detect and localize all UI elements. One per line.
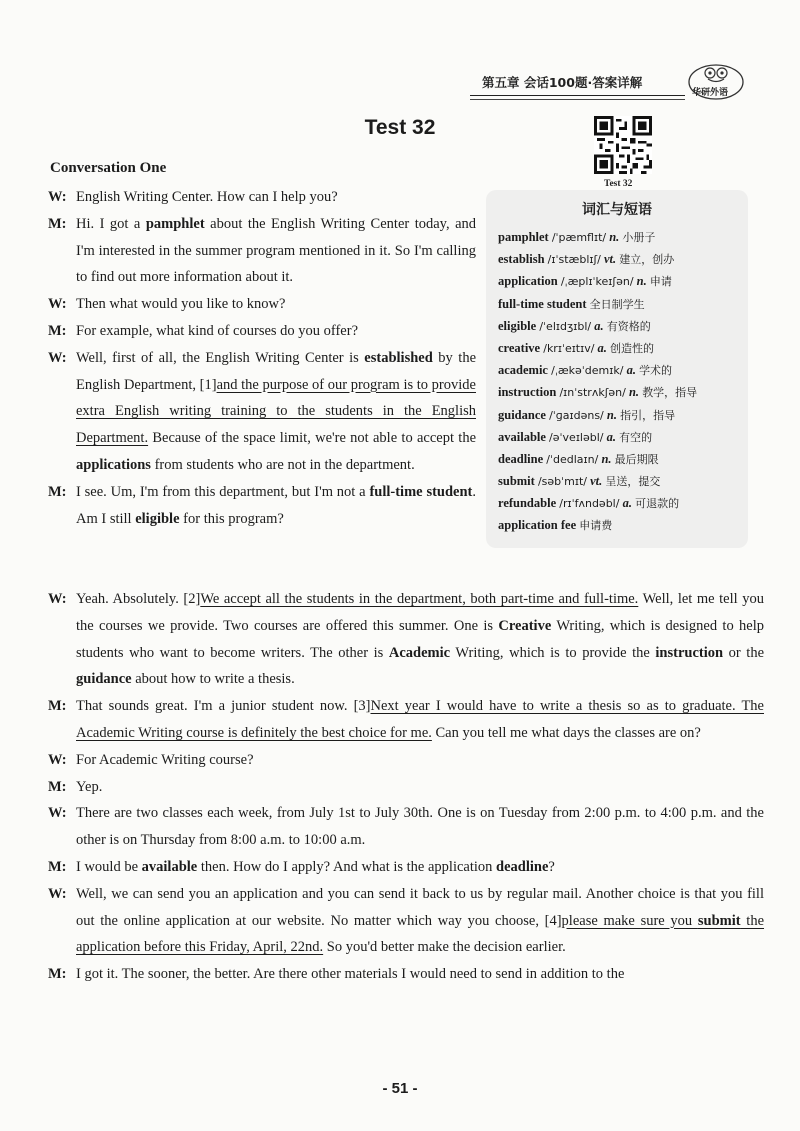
turn-text: Yep.	[76, 778, 103, 795]
vocab-phonetic: /ˌækəˈdemɪk/	[551, 364, 624, 378]
vocab-pos: n.	[628, 385, 640, 400]
speaker-label: W:	[48, 885, 67, 902]
speaker-label: W:	[48, 296, 67, 313]
vocab-item	[498, 404, 744, 426]
dialogue-turn	[48, 747, 764, 774]
publisher-logo-text: 华研外语	[692, 88, 729, 98]
turn-text: There are two classes each week, from July 1st to July 30th. One is on Tuesday from 2:00 p.m. to 4:00 p.m. and the other is on Thursday from 8:00 a.m. to 10:00 a.m.	[76, 805, 764, 849]
qr-label: Test 32	[604, 179, 633, 189]
vocab-item	[498, 226, 744, 248]
vocab-phonetic: /ˈelɪdʒɪbl/	[539, 319, 592, 333]
vocab-meaning: 有资格的	[606, 319, 651, 333]
vocab-pos: vt.	[590, 474, 603, 489]
turn-text: I got it. The sooner, the better. Are there other materials I would need to send in addition to the	[76, 966, 625, 983]
turn-text: Well, first of all, the English Writing Center is established by the English Department, [1]and the purpose of our program is to provide extra English writing training to the students in the English Department. Because of the space limit, we're not able to accept the applications from students who are not in the department.	[76, 349, 477, 473]
vocab-meaning: 申请	[649, 275, 672, 289]
vocab-term: available	[141, 858, 198, 875]
vocab-term: full-time student	[369, 483, 473, 500]
vocab-pos: a.	[594, 318, 604, 333]
speaker-label: M:	[48, 215, 67, 232]
dialogue-turn	[48, 693, 764, 747]
turn-text: English Writing Center. How can I help you?	[76, 189, 338, 205]
vocab-pos: n.	[636, 274, 647, 289]
dialogue-turn	[48, 345, 476, 479]
conversation-heading: Conversation One	[50, 160, 167, 176]
dialogue-turn	[48, 800, 764, 854]
vocab-pos: n.	[601, 451, 612, 466]
vocab-meaning: 呈送，提交	[605, 475, 661, 489]
vocab-pos: a.	[606, 429, 616, 444]
vocab-word: refundable	[498, 496, 557, 511]
answer-underline: and the purpose of our program is to provide extra English writing training to the students in the English Department.	[76, 376, 476, 447]
vocab-term: Creative	[498, 617, 552, 634]
turn-text: Yeah. Absolutely. [2]We accept all the students in the department, both part-time and full-time. Well, let me tell you the courses we provide. Two courses are offered this summer. One is Creative Writing, which is designed to help students who want to become writers. The other is Academic Writing, which is to provide the instruction or the guidance about how to write a thesis.	[76, 591, 765, 688]
vocab-term: guidance	[76, 671, 132, 688]
vocab-meaning: 小册子	[622, 231, 656, 244]
turn-text: For example, what kind of courses do you offer?	[76, 322, 359, 339]
turn-text: I see. Um, I'm from this department, but I'm not a full-time student. Am I still eligible for this program?	[76, 483, 476, 527]
answer-underline: Next year I would have to write a thesis so as to graduate. The Academic Writing course is definitely the best choice for me.	[76, 698, 764, 741]
vocab-word: submit	[498, 474, 535, 489]
header-rule-thin	[470, 99, 685, 100]
turn-text: Hi. I got a pamphlet about the English Writing Center today, and I'm interested in the summer program mentioned in it. So I'm calling to find out more information about it.	[76, 215, 476, 286]
speaker-label: M:	[48, 483, 67, 500]
dialogue-turn	[48, 881, 764, 961]
chapter-title: 第五章 会话100题·答案详解	[482, 75, 643, 90]
vocab-item	[498, 248, 744, 270]
vocab-phonetic: /səbˈmɪt/	[537, 475, 587, 489]
header-rule	[470, 95, 685, 96]
dialogue-turn	[48, 291, 476, 318]
vocab-term: submit	[697, 912, 741, 929]
vocab-meaning: 教学，指导	[642, 386, 698, 400]
vocab-term: deadline	[496, 858, 549, 875]
vocabulary-box	[486, 190, 748, 548]
vocab-word: full-time student	[498, 296, 587, 311]
vocab-phonetic: /rɪˈfʌndəbl/	[559, 497, 620, 511]
vocab-item	[498, 492, 744, 514]
vocab-word: application	[498, 274, 558, 289]
dialogue-turn	[48, 318, 476, 345]
dialogue-column-top	[48, 184, 476, 532]
vocab-item	[498, 270, 744, 292]
vocab-meaning: 申请费	[579, 519, 613, 533]
dialogue-turn	[48, 774, 764, 801]
vocab-word: pamphlet	[498, 230, 549, 244]
vocab-phonetic: /əˈveɪləbl/	[549, 430, 604, 444]
vocab-pos: a.	[622, 496, 632, 511]
speaker-label: M:	[48, 322, 67, 339]
vocab-word: academic	[498, 363, 548, 378]
vocab-word: instruction	[498, 385, 557, 400]
page-header	[470, 62, 760, 98]
vocab-phonetic: /ɪˈstæblɪʃ/	[547, 253, 601, 267]
vocab-item	[498, 381, 744, 403]
dialogue-turn	[48, 184, 476, 211]
speaker-label: M:	[48, 778, 67, 795]
vocab-item	[498, 359, 744, 381]
vocab-word: guidance	[498, 407, 546, 422]
vocab-word: application fee	[498, 518, 577, 533]
vocab-pos: a.	[626, 363, 636, 378]
vocab-item	[498, 293, 744, 315]
vocab-word: deadline	[498, 451, 544, 466]
vocab-term: pamphlet	[145, 215, 205, 232]
turn-text: I would be available then. How do I apply? And what is the application deadline?	[76, 858, 555, 875]
speaker-label: W:	[48, 189, 67, 205]
speaker-label: M:	[48, 698, 67, 715]
vocab-phonetic: /krɪˈeɪtɪv/	[543, 341, 595, 355]
dialogue-turn	[48, 854, 764, 881]
page-title: Test 32	[364, 116, 436, 139]
dialogue-turn	[48, 211, 476, 291]
vocab-phonetic: /ˈdedlaɪn/	[546, 452, 599, 466]
vocab-meaning: 学术的	[639, 364, 673, 378]
vocab-meaning: 有空的	[619, 430, 653, 444]
turn-text: For Academic Writing course?	[76, 751, 254, 768]
vocab-meaning: 可退款的	[635, 497, 680, 511]
vocab-phonetic: /ˌæplɪˈkeɪʃən/	[560, 275, 634, 289]
vocab-phonetic: /ɪnˈstrʌkʃən/	[559, 386, 626, 400]
vocab-meaning: 建立，创办	[619, 253, 675, 267]
vocab-pos: n.	[609, 230, 620, 244]
vocab-item	[498, 337, 744, 359]
vocab-pos: vt.	[604, 252, 617, 267]
vocab-meaning: 创造性的	[610, 341, 655, 355]
vocab-item	[498, 470, 744, 492]
vocabulary-list	[498, 226, 744, 537]
speaker-label: W:	[48, 751, 67, 768]
turn-text: Well, we can send you an application and you can send it back to us by regular mail. Another choice is that you fill out the online application at our website. No matter which way you choose, [4]please make sure you submit the application before this Friday, April, 22nd. So you'd better make the decision earlier.	[76, 885, 765, 956]
vocab-word: establish	[498, 252, 545, 267]
vocab-term: Academic	[388, 644, 451, 661]
vocab-pos: n.	[606, 407, 617, 422]
vocab-phonetic: /ˈɡaɪdəns/	[549, 408, 604, 422]
speaker-label: W:	[48, 349, 67, 366]
vocab-item	[498, 315, 744, 337]
speaker-label: W:	[48, 591, 67, 607]
vocab-phonetic: /ˈpæmflɪt/	[551, 231, 607, 244]
vocab-item	[498, 426, 744, 448]
vocab-word: eligible	[498, 318, 537, 333]
page-number: - 51 -	[382, 1080, 418, 1097]
speaker-label: M:	[48, 858, 67, 875]
turn-text: Then what would you like to know?	[76, 296, 286, 313]
vocabulary-title: 词汇与短语	[582, 202, 652, 218]
vocab-word: available	[498, 429, 546, 444]
speaker-label: M:	[48, 966, 67, 983]
vocab-term: applications	[76, 456, 151, 473]
dialogue-turn	[48, 961, 764, 988]
vocab-meaning: 最后期限	[614, 452, 659, 466]
dialogue-turn	[48, 586, 764, 693]
vocab-term: instruction	[655, 644, 724, 661]
dialogue-turn	[48, 479, 476, 533]
vocab-term: eligible	[135, 510, 180, 527]
dialogue-column-full	[48, 586, 764, 988]
vocab-meaning: 指引，指导	[620, 408, 676, 422]
answer-underline: We accept all the students in the department, both part-time and full-time.	[200, 591, 639, 607]
vocab-meaning: 全日制学生	[589, 297, 645, 311]
turn-text: That sounds great. I'm a junior student now. [3]Next year I would have to write a thesis so as to graduate. The Academic Writing course is definitely the best choice for me. Can you tell me what days the classes are on?	[76, 698, 764, 741]
speaker-label: W:	[48, 805, 67, 822]
vocab-pos: a.	[597, 340, 607, 355]
qr-code-icon[interactable]	[594, 116, 652, 174]
vocab-term: established	[364, 349, 433, 366]
answer-underline: please make sure you submit the application before this Friday, April, 22nd.	[76, 912, 765, 956]
vocab-word: creative	[498, 340, 541, 355]
vocab-item	[498, 514, 744, 536]
vocab-item	[498, 448, 744, 470]
